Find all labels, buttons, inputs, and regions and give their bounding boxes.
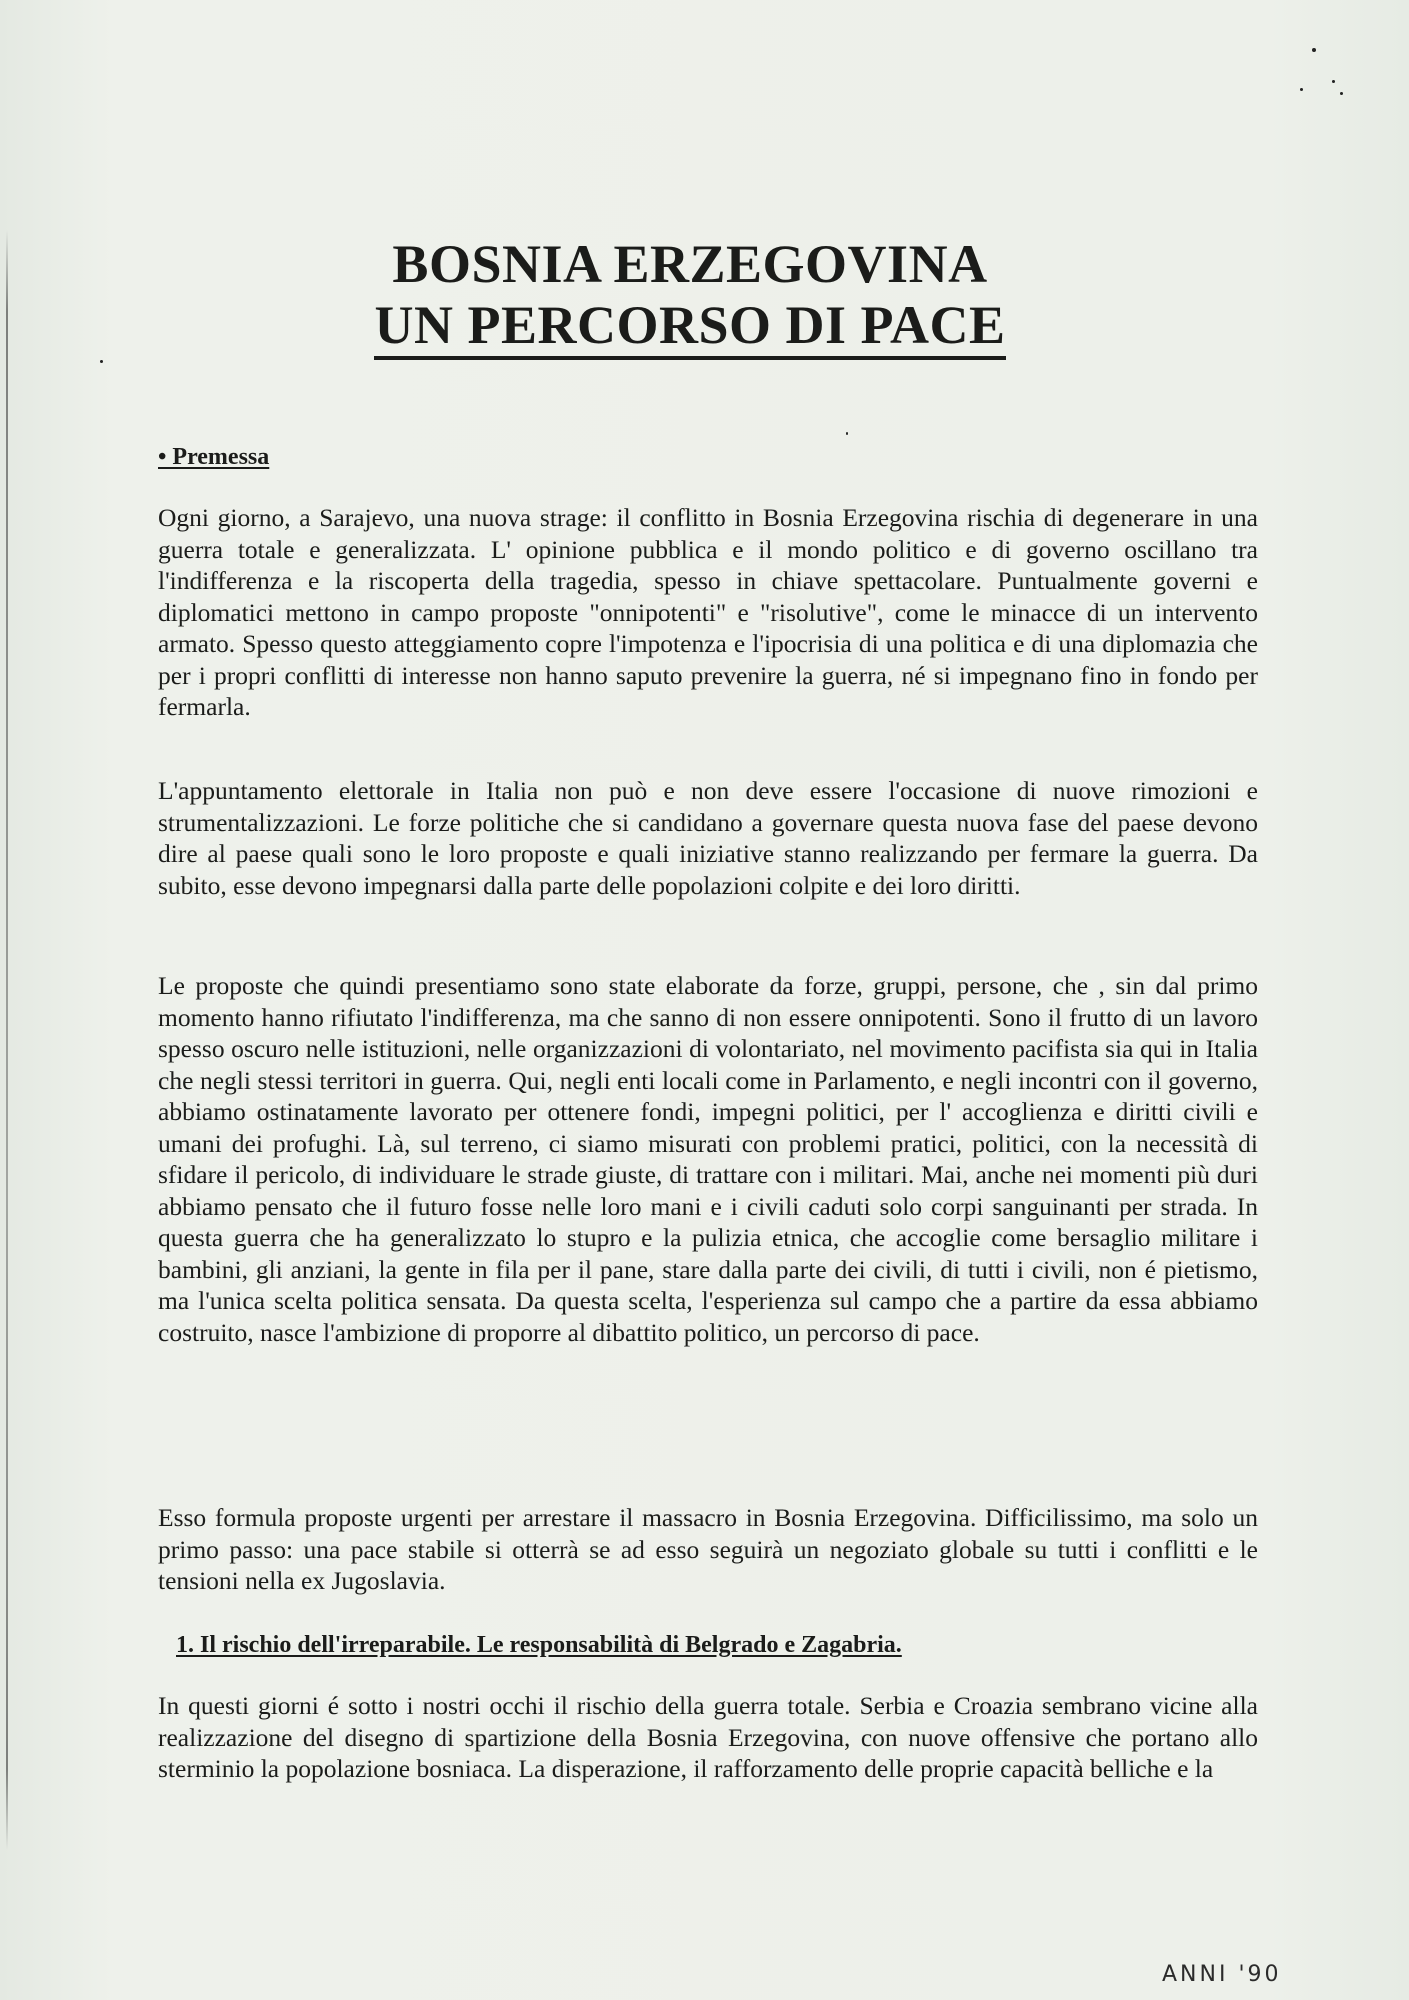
scan-speck	[1300, 88, 1303, 91]
document-title	[250, 232, 1130, 360]
scan-speck	[1332, 80, 1335, 83]
section-1-heading: 1. Il rischio dell'irreparabile. Le responsabilità di Belgrado e Zagabria.	[176, 1632, 902, 1658]
section-1-paragraph: In questi giorni é sotto i nostri occhi il rischio della guerra totale. Serbia e Croazia sembrano vicine alla realizzazione del disegno di spartizione della Bosnia Erzegovina, con nuove offensive che portano allo sterminio la popolazione bosniaca. La disperazione, il rafforzamento delle proprie capacità belliche e la	[158, 1691, 1258, 1783]
title-line-2: UN PERCORSO DI PACE	[374, 296, 1005, 360]
scan-speck	[1340, 92, 1343, 95]
scan-speck	[846, 432, 848, 435]
scan-edge-shadow	[6, 230, 8, 1850]
scan-speck	[100, 360, 103, 363]
handwritten-note: ANNI '90	[1162, 1962, 1282, 1987]
body-paragraph: Ogni giorno, a Sarajevo, una nuova strage: il conflitto in Bosnia Erzegovina rischia di degenerare in una guerra totale e generalizzata. L' opinione pubblica e il mondo politico e di governo oscillano tra l'indifferenza e la riscoperta della tragedia, spesso in chiave spettacolare. Puntualmente governi e diplomatici mettono in campo proposte "onnipotenti" e "risolutive", come le minacce di un intervento armato. Spesso questo atteggiamento copre l'impotenza e l'ipocrisia di una politica e di una diplomazia che per i propri conflitti di interesse non hanno saputo prevenire la guerra, né si impegnano fino in fondo per fermarla.	[158, 503, 1258, 721]
body-paragraph: Le proposte che quindi presentiamo sono state elaborate da forze, gruppi, persone, che , sin dal primo momento hanno rifiutato l'indifferenza, ma che sanno di non essere onnipotenti. Sono il frutto di un lavoro spesso oscuro nelle istituzioni, nelle organizzazioni di volontariato, nel movimento pacifista sia qui in Italia che negli stessi territori in guerra. Qui, negli enti locali come in Parlamento, e negli incontri con il governo, abbiamo ostinatamente lavorato per ottenere fondi, impegni politici, per l' accoglienza e diritti civili e umani dei profughi. Là, sul terreno, ci siamo misurati con problemi pratici, politici, con la necessità di sfidare il pericolo, di individuare le strade giuste, di trattare con i militari. Mai, anche nei momenti più duri abbiamo pensato che il futuro fosse nelle loro mani e i civili caduti solo corpi sanguinanti per strada. In questa guerra che ha generalizzato lo stupro e la pulizia etnica, che accoglie come bersaglio militare i bambini, gli anziani, la gente in fila per il pane, stare dalla parte dei civili, di tutti i civili, non é pietismo, ma l'unica scelta politica sensata. Da questa scelta, l'esperienza sul campo che a partire da essa abbiamo costruito, nasce l'ambizione di proporre al dibattito politico, un percorso di pace.	[158, 971, 1258, 1347]
title-line-1: BOSNIA ERZEGOVINA	[392, 234, 988, 294]
premessa-heading: • Premessa	[158, 444, 270, 470]
body-paragraph: L'appuntamento elettorale in Italia non può e non deve essere l'occasione di nuove rimozioni e strumentalizzazioni. Le forze politiche che si candidano a governare questa nuova fase del paese devono dire al paese quali sono le loro proposte e quali iniziative stanno realizzando per fermare la guerra. Da subito, esse devono impegnarsi dalla parte delle popolazioni colpite e dei loro diritti.	[158, 776, 1258, 900]
scan-speck	[1312, 48, 1316, 52]
body-paragraph: Esso formula proposte urgenti per arrestare il massacro in Bosnia Erzegovina. Difficilissimo, ma solo un primo passo: una pace stabile si otterrà se ad esso seguirà un negoziato globale su tutti i conflitti e le tensioni nella ex Jugoslavia.	[158, 1503, 1258, 1595]
